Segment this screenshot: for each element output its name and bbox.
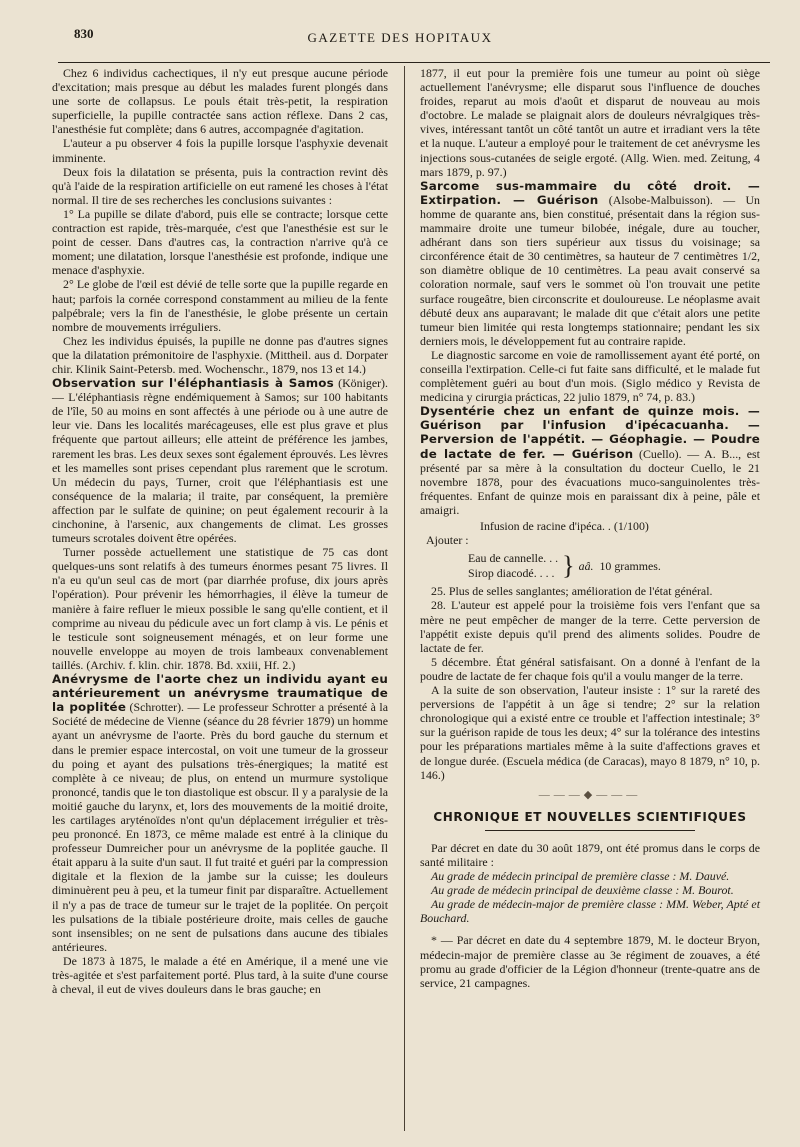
paragraph: 25. Plus de selles sanglantes; amélioration de l'état général. xyxy=(431,584,713,599)
article-body: (Schrotter). — Le professeur Schrotter a présenté à la Société de médecine de Vienne (séance du 28 février 1879) un homme ayant un anévrysme de l'aorte. Près du bord gauche du sternum et dans le premier espace intercostal, on voit une tumeur de la grosseur du poing et ayant des pulsations très-énergiques; la matité est complète à ce niveau; de plus, on entend un murmure systolique prononcé, tandis que le ton diastolique est obscur. Il y a paralysie de la moitié gauche du larynx, et, lors des mouvements de la moitié droite, les cartilages aryténoïdes n'ont qu'un déplacement irrégulier et très-peu prononcé. En 1873, ce même malade est entré à la clinique du professeur Dumreicher pour un anévrysme de la poplitée gauche. Il était apparu à la suite d'un saut. Il fut traité et guéri par la compression digitale et la flexion de la jambe sur la cuisse; les douleurs diminuèrent peu à peu, et la tumeur finit par disparaître. Actuellement il n'y a pas de trace de tumeur sur le trajet de la poplitée. On perçoit les pulsations de la tibiale postérieure droite, mais celles de gauche sont insensibles; on ne sent de pulsations dans aucune des tibiales antérieures. xyxy=(52,700,388,954)
header-rule xyxy=(58,62,770,63)
prescription-item: Sirop diacodé. . . . xyxy=(468,565,555,580)
column-divider xyxy=(404,66,405,1131)
paragraph: 1° La pupille se dilate d'abord, puis elle se contracte; lorsque cette contraction est rapide, très-marquée, c'est que l'anesthésie est sur le point de cesser. Dans d'autres cas, la contraction n'arrive qu'à ce moment; une dilatation, lorsque l'anesthésie est profonde, indique une menace d'asphyxie. xyxy=(52,206,388,278)
prescription-table xyxy=(468,551,760,580)
prescription-item: Eau de cannelle. . . xyxy=(468,551,559,566)
section-title: CHRONIQUE ET NOUVELLES SCIENTIFIQUES xyxy=(433,809,747,824)
prescription-items xyxy=(468,551,558,580)
prescription xyxy=(420,519,760,580)
article-body: (Cuello). — A. B..., est présenté par sa mère à la consultation du docteur Cuello, le 21 novembre 1878, pour des évacuations muco-sanguinolentes très-fréquentes. Enfant de quinze mois en paraissant dix à peine, pâle et amaigri. xyxy=(420,446,760,517)
paragraph: A la suite de son observation, l'auteur insiste : 1° sur la rareté des perversions de l'appétit à un âge si tendre; 2° sur la relation chronologique qui a existé entre ce trouble et l'affection intestinale; 3° sur la guérison rapide de tous les deux; 4° sur la tolérance des intestins pour les préparations martiales même à la suite d'affections graves et de longue durée. (Escuela médica (de Caracas), mayo 8 1879, n° 10, p. 146.) xyxy=(420,683,760,782)
article-body: (Alsobe-Malbuisson). — Un homme de quarante ans, bien constitué, présentait dans la région sus-mammaire droite une tumeur bilobée, inégale, dure au toucher, adhérant dans son tiers supérieur aux tissus du voisinage; sa circonférence était de 30 centimètres, sa hauteur de 7 centimètres 1/2, son diamètre oblique de 10 centimètres. La peau avait conservé sa coloration normale, sauf vers le sommet où l'on trouvait une petite surface rougeâtre, bien circonscrite et douloureuse. Le néoplasme avait débuté deux ans auparavant; le malade dit que c'était alors une petite tumeur bien limitée qui resta longtemps stationnaire; pendant les six derniers mois, le développement fut au contraire rapide. xyxy=(420,192,761,348)
paragraph: Par décret en date du 30 août 1879, ont été promus dans le corps de santé militaire : xyxy=(420,840,760,869)
paragraph: 1877, il eut pour la première fois une tumeur au point où siège actuellement l'anévrysme; elle disparut sous l'influence de douches froides, reparut au mois d'août et disparut de nouveau au mois d'octobre. Le malade se plaignait alors de douleurs névralgiques très-vives, intéressant tantôt un côté tantôt un autre et irradiant vers la tête et la nuque. L'auteur a employé pour le traitement de cet anévrysme les injections sous-cutanées de seigle ergoté. (Allg. Wien. med. Zeitung, 4 mars 1879, p. 97.) xyxy=(420,66,760,179)
paragraph: Chez 6 individus cachectiques, il n'y eut presque aucune période d'excitation; mais presque au début les malades furent plongés dans une sorte de collapsus. Le pouls était très-petit, la respiration superficielle, la pupille contractée sans action réflexe. Dans 2 cas, l'anesthésie fut complète; dans 6 autres, accompagnée d'agitation. xyxy=(52,66,388,137)
page-header xyxy=(0,24,800,48)
promotion-line: Au grade de médecin-major de première classe : MM. Weber, Apté et Bouchard. xyxy=(420,897,760,926)
article-title: Anévrysme de l'aorte chez un individu ayant eu antérieurement un anévrysme traumatique de la poplitée xyxy=(52,672,388,715)
paragraph: Deux fois la dilatation se présenta, puis la contraction revint dès qu'à l'aide de la respiration artificielle on eut ramené les choses à l'état normal. Il tire de ses recherches les conclusions suivantes : xyxy=(52,164,388,207)
section-title-rule xyxy=(485,830,695,831)
left-column xyxy=(52,66,388,996)
article-body: (Königer). — L'éléphantiasis règne endémiquement à Samos; sur 100 habitants de l'île, 50 au moins en sont affectés à une période ou à une autre de leur vie. Dans les localités marécageuses, elle est plus grave et plus fréquente que partout ailleurs; elle atteint de préférence les jambes, rarement les bras. Les deux sexes sont également éprouvés. Les lèvres et les mamelles sont prises cependant plus rarement que le scrotum. Un médecin du pays, Turner, croit que l'éléphantiasis est une conséquence de la malaria; il traite, par conséquent, la première affection par le sulfate de quinine; on peut également recourir à la cinchonine, à l'arsenic, aux changements de climat. Les grosses tumeurs scrotales doivent être opérées. xyxy=(52,376,388,546)
promotion-line: Au grade de médecin principal de deuxième classe : M. Bourot. xyxy=(431,883,734,898)
section-separator: ———◆——— xyxy=(538,788,642,801)
paragraph: 5 décembre. État général satisfaisant. On a donné à l'enfant de la poudre de lactate de fer chaque fois qu'il a voulu manger de la terre. xyxy=(420,654,760,683)
article-title: Dysentérie chez un enfant de quinze mois. — Guérison par l'infusion d'ipécacuanha. — Perversion de l'appétit. — Géophagie. — Poudre de lactate de fer. — Guérison xyxy=(420,404,760,461)
prescription-dose-aa: aâ. xyxy=(578,558,594,573)
paragraph: 28. L'auteur est appelé pour la troisième fois vers l'enfant que sa mère ne peut empêcher de manger de la terre. Cette perversion de l'appétit existe depuis qu'il prend des aliments solides. Poudre de lactate de fer. xyxy=(420,598,760,655)
promotion-line: Au grade de médecin principal de première classe : M. Dauvé. xyxy=(431,869,730,884)
paragraph: Chez les individus épuisés, la pupille ne donne pas d'autres signes que la dilatation prémonitoire de l'asphyxie. (Mittheil. aus d. Dorpater chir. Klinik Saint-Petersb. med. Wochenschr., 1879, nos 13 et 14.) xyxy=(52,333,388,376)
paragraph: De 1873 à 1875, le malade a été en Amérique, il a mené une vie très-agitée et s'est parfaitement porté. Plus tard, à la suite d'une course à cheval, il eut de vives douleurs dans le bras gauche; en xyxy=(52,953,388,997)
article-title: Observation sur l'éléphantiasis à Samos xyxy=(52,376,334,391)
promotions xyxy=(420,841,760,990)
paragraph: Le diagnostic sarcome en voie de ramollissement ayant été porté, on conseilla l'extirpation. Celle-ci fut faite sans difficulté, et le malade fut complètement guéri au bout d'un mois. (Siglo médico y Revista de medicina y cirurgia prácticas, 22 julio 1879, n° 74, p. 83.) xyxy=(420,347,760,405)
prescription-dose: 10 grammes. xyxy=(599,558,661,573)
prescription-add: Ajouter : xyxy=(426,533,469,548)
paragraph: Turner possède actuellement une statistique de 75 cas dont quelques-uns sont relatifs à des tumeurs énormes pesant 75 livres. Il n'a eu qu'un seul cas de mort (par diarrhée profuse, dix jours après l'opération). Pour prévenir les hémorrhagies, il élève la tumeur de manière à faire refluer le mieux possible le sang qu'elle contient, et il comprime au niveau du pédicule avec un fort clamp à vis. Le pénis et le testicule sont soigneusement ménagés, et on leur forme une nouvelle enveloppe au moyen de trois lambeaux convenablement taillés. (Archiv. f. klin. chir. 1878. Bd. xxiii, Hf. 2.) xyxy=(52,545,388,672)
right-column xyxy=(420,66,760,990)
paragraph: 2° Le globe de l'œil est dévié de telle sorte que la pupille regarde en haut; parfois la cornée correspond constamment au milieu de la fente palpébrale; vers la fin de l'anesthésie, le globe présente un certain nombre de mouvements irréguliers. xyxy=(52,277,388,334)
paragraph: * — Par décret en date du 4 septembre 1879, M. le docteur Bryon, médecin-major de première classe au 3e régiment de zouaves, a été promu au grade d'officier de la Légion d'honneur (trente-quatre ans de service, 21 campagnes. xyxy=(420,933,760,990)
article-title: Sarcome sus-mammaire du côté droit. — Extirpation. — Guérison xyxy=(420,178,760,207)
running-title: GAZETTE DES HOPITAUX xyxy=(307,30,493,45)
brace-glyph: } xyxy=(562,550,575,580)
prescription-line: Infusion de racine d'ipéca. . (1/100) xyxy=(480,519,649,533)
paragraph: L'auteur a pu observer 4 fois la pupille lorsque l'asphyxie devenait imminente. xyxy=(52,136,388,165)
page-number: 830 xyxy=(74,26,94,41)
